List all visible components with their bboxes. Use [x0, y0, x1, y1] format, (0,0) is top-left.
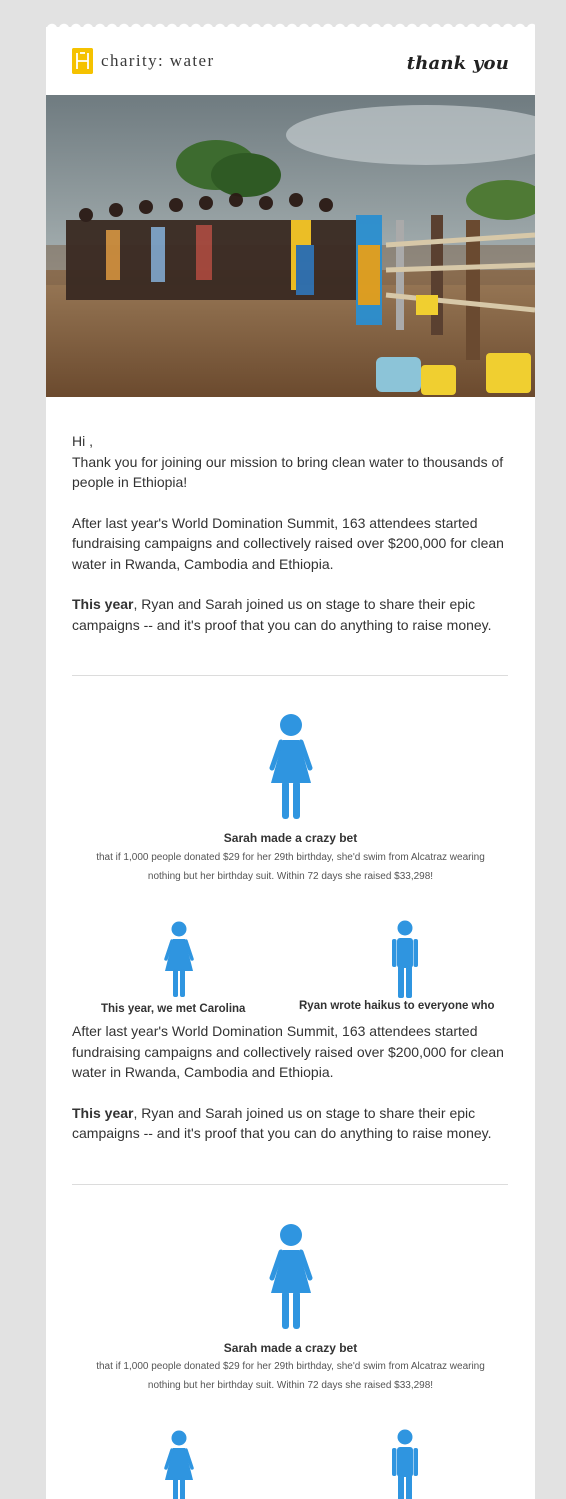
story-description: that if 1,000 people donated $29 for her 29th birthday, she'd swim from Alcatraz wearing nothing but her birthday suit. Within 72 days she raised $33,298!: [96, 852, 485, 882]
this-year-bold: This year: [72, 1104, 134, 1121]
this-year-rest: , Ryan and Sarah joined us on stage to share their epic campaigns -- and it's proof that you can do anything to raise money.: [72, 1104, 492, 1141]
hero-image: [46, 95, 535, 397]
section-divider: [72, 675, 508, 676]
story-title: Sarah made a crazy bet: [223, 1341, 358, 1355]
greeting: Hi ,: [72, 433, 93, 449]
woman-figure-icon: [163, 921, 195, 1002]
email-header: [46, 27, 535, 95]
woman-figure-icon: [267, 713, 315, 824]
jerrycan-logo-icon[interactable]: [72, 48, 93, 74]
intro-paragraph: Thank you for joining our mission to bring clean water to thousands of people in Ethiopia!: [72, 453, 504, 490]
woman-figure-icon: [267, 1223, 315, 1334]
story-description: that if 1,000 people donated $29 for her 29th birthday, she'd swim from Alcatraz wearing nothing but her birthday suit. Within 72 days she raised $33,298!: [96, 1361, 485, 1391]
ryan-label: Ryan wrote haikus to everyone who: [299, 1000, 495, 1012]
this-year-bold: This year: [72, 596, 134, 612]
section-divider: [72, 1184, 508, 1185]
repeat-text: [72, 1021, 512, 1164]
story-title: Sarah made a crazy bet: [223, 831, 358, 845]
brand-name[interactable]: charity: water: [101, 51, 215, 70]
carolina-label: This year, we met Carolina: [101, 1003, 246, 1015]
woman-figure-icon: [163, 1430, 195, 1499]
summit-paragraph: After last year's World Domination Summit, 163 attendees started fundraising campaigns and collectively raised over $200,000 for clean water in Rwanda, Cambodia and Ethiopia.: [72, 1023, 504, 1080]
this-year-paragraph: [72, 1103, 512, 1144]
thank-you-script: thank you: [406, 53, 509, 74]
summit-paragraph: After last year's World Domination Summit, 163 attendees started fundraising campaigns and collectively raised over $200,000 for clean water in Rwanda, Cambodia and Ethiopia.: [72, 514, 504, 572]
man-figure-icon: [392, 1429, 418, 1499]
this-year-rest: , Ryan and Sarah joined us on stage to share their epic campaigns -- and it's proof that you can do anything to raise money.: [72, 596, 492, 633]
man-figure-icon: [392, 920, 418, 1003]
intro-text: [72, 431, 512, 655]
this-year-paragraph: [72, 594, 512, 635]
email-card: [46, 27, 535, 1499]
